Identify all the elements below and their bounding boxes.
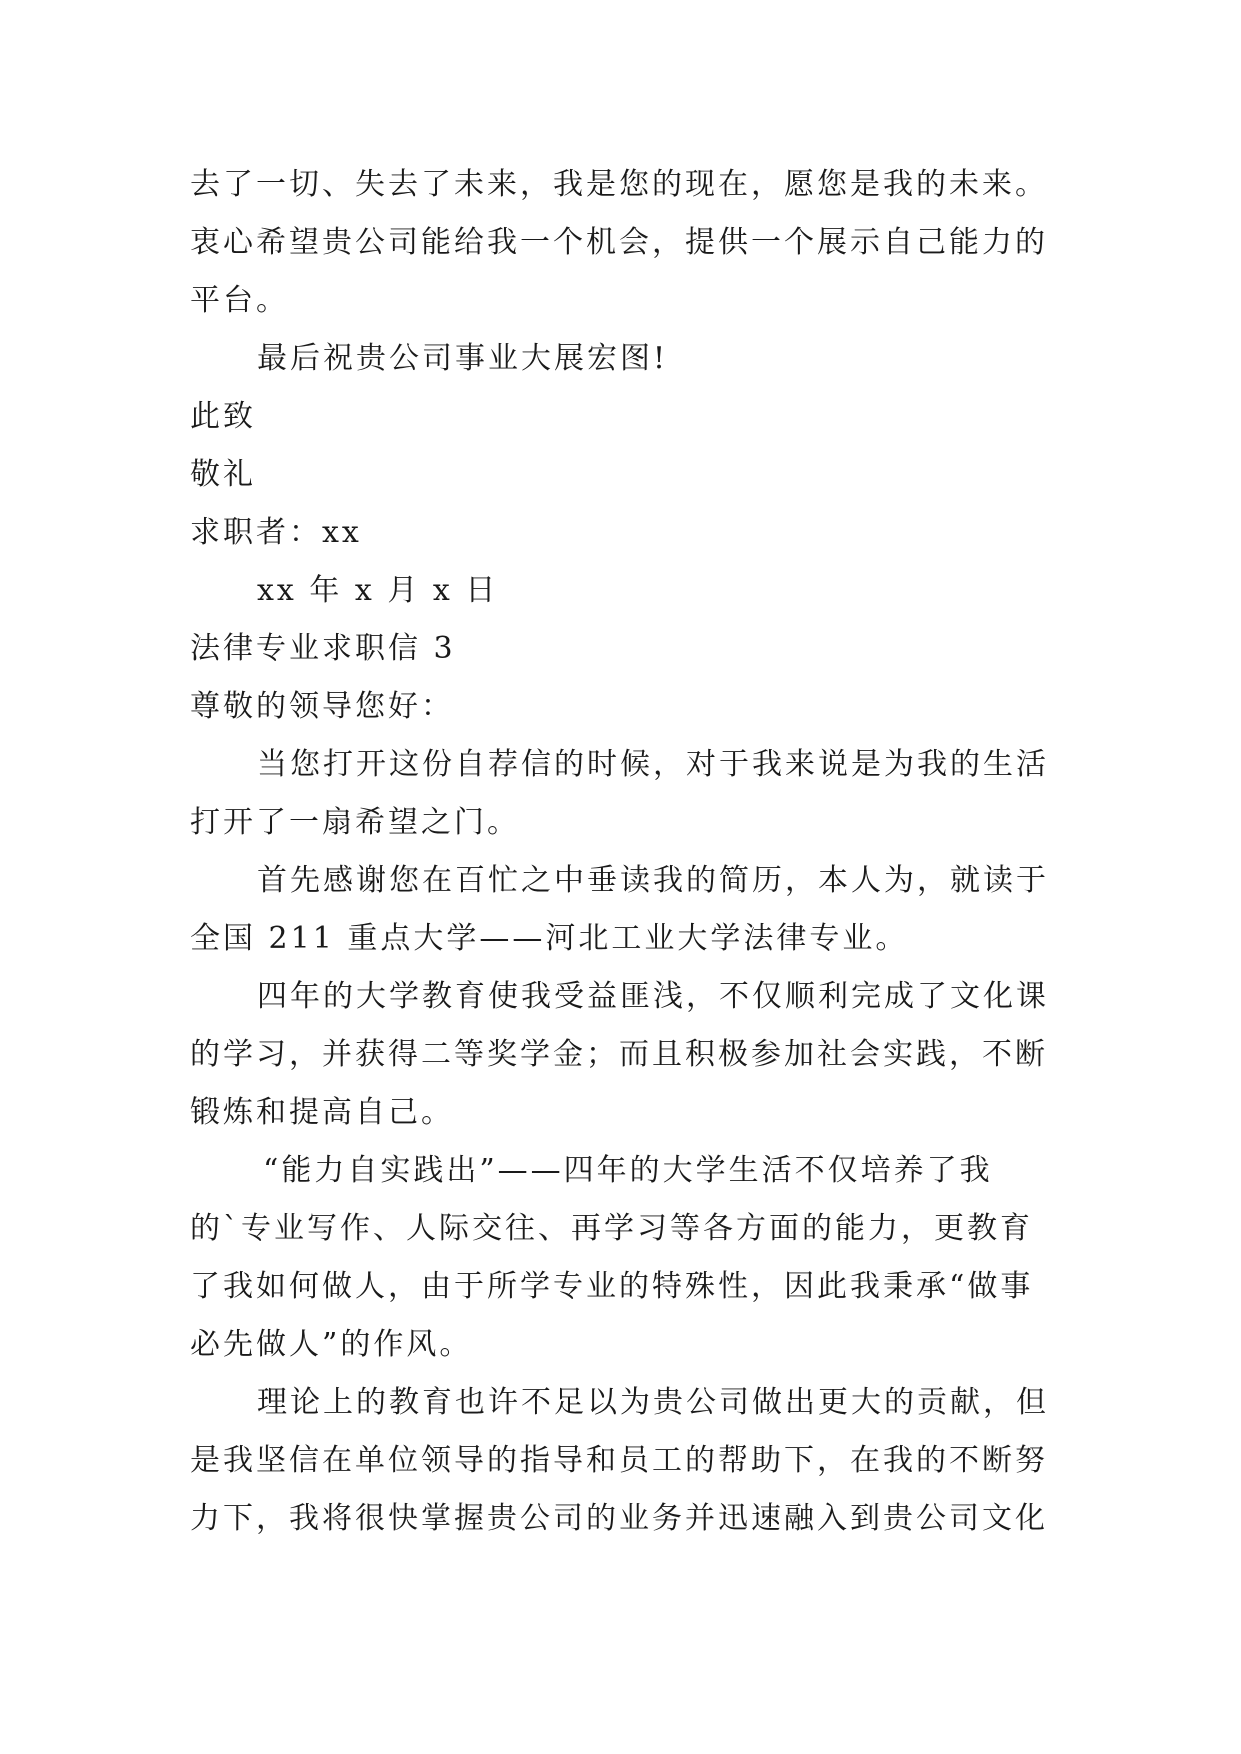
body-text-line: 锻炼和提高自己。 [190, 1095, 454, 1130]
signature-applicant: 求职者：xx [190, 515, 362, 550]
body-text-line: 必先做人”的作风。 [190, 1327, 473, 1362]
body-text-line: 理论上的教育也许不足以为贵公司做出更大的贡献，但 [257, 1385, 1049, 1420]
body-text-line: 首先感谢您在百忙之中垂读我的简历，本人为，就读于 [257, 863, 1049, 898]
body-text-line: 是我坚信在单位领导的指导和员工的帮助下，在我的不断努 [190, 1443, 1048, 1478]
greeting: 尊敬的领导您好： [190, 689, 454, 724]
body-text-line: 力下，我将很快掌握贵公司的业务并迅速融入到贵公司文化 [190, 1501, 1048, 1536]
section-title: 法律专业求职信 3 [190, 631, 456, 666]
body-text-line: 的学习，并获得二等奖学金；而且积极参加社会实践，不断 [190, 1037, 1048, 1072]
body-text-line: “能力自实践出”——四年的大学生活不仅培养了我 [263, 1153, 993, 1188]
body-text-line: 四年的大学教育使我受益匪浅，不仅顺利完成了文化课 [257, 979, 1049, 1014]
signature-date: xx 年 x 月 x 日 [257, 573, 499, 608]
body-text-line: 了我如何做人，由于所学专业的特殊性，因此我秉承“做事 [190, 1269, 1034, 1304]
body-text-line: 打开了一扇希望之门。 [190, 805, 520, 840]
salutation-close: 此致 [190, 399, 256, 434]
body-text-line: 的`专业写作、人际交往、再学习等各方面的能力，更教育 [190, 1211, 1033, 1246]
salutation-regards: 敬礼 [190, 457, 256, 492]
body-text-line: 当您打开这份自荐信的时候，对于我来说是为我的生活 [257, 747, 1049, 782]
body-text-line: 去了一切、失去了未来，我是您的现在，愿您是我的未来。 [190, 167, 1048, 202]
body-text-line: 全国 211 重点大学——河北工业大学法律专业。 [190, 921, 909, 956]
closing-wish: 最后祝贵公司事业大展宏图! [257, 341, 669, 376]
body-text-line: 平台。 [190, 283, 289, 318]
body-text-line: 衷心希望贵公司能给我一个机会，提供一个展示自己能力的 [190, 225, 1048, 260]
